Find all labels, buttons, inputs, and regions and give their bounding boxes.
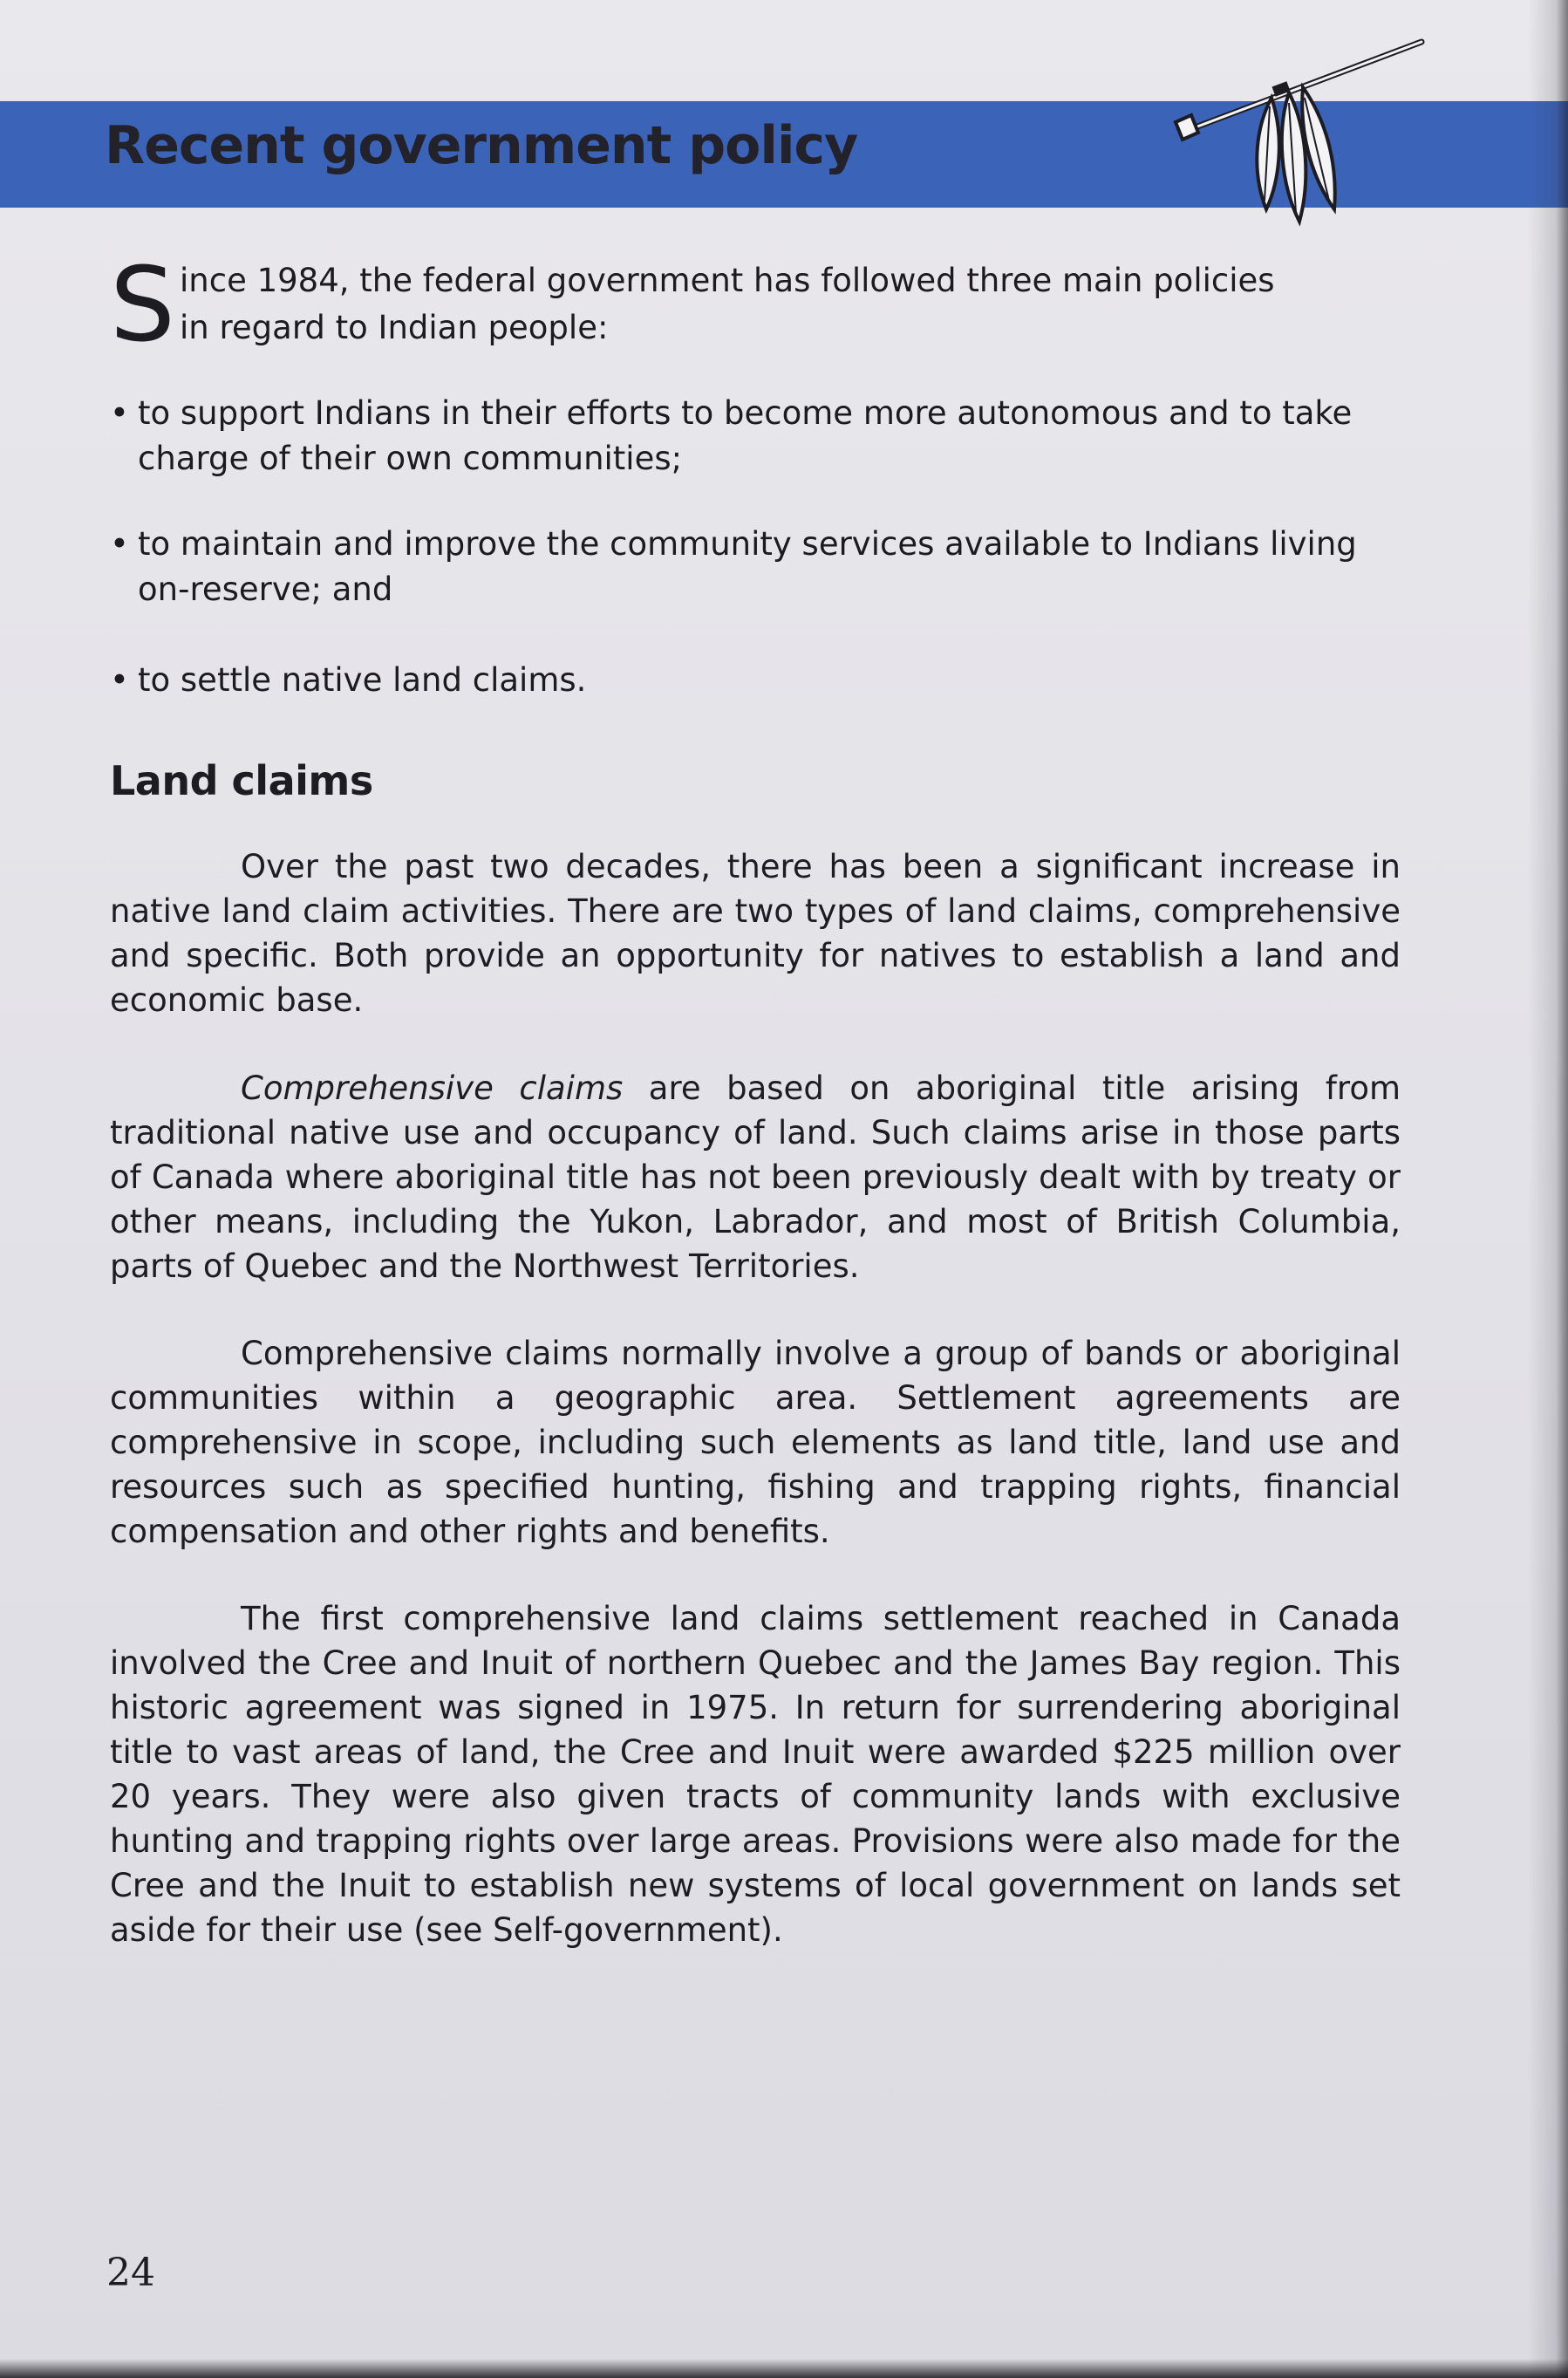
emphasis-term: Comprehensive claims <box>241 1069 624 1107</box>
paragraph: Over the past two decades, there has been a significant increase in native land claim activities. There are two types of land claims, comprehensive and specific. Both provide an opportunity for natives to establish a land and economic base. <box>110 848 1401 1019</box>
bullet-marker: • <box>110 394 129 432</box>
paragraph: Comprehensive claims normally involve a group of bands or aboriginal communities within a geographic area. Settlement agreements are comprehensive in scope, including such elements as land title, land use and resources such as specified hunting, fishing and trapping rights, financial compensation and other rights and benefits. <box>110 1335 1401 1550</box>
bullet-marker: • <box>110 661 129 699</box>
intro-line-2: in regard to Indian people: <box>180 309 609 346</box>
intro-line-1: ince 1984, the federal government has followed three main policies <box>180 262 1275 299</box>
paragraph <box>110 1066 1401 1288</box>
paragraph-text: are based on aboriginal title arising from traditional native use and occupancy of land. Such claims arise in those parts of Canada where aboriginal title has not been previously dealt with by treaty or other means, including the Yukon, Labrador, and most of British Columbia, parts of Quebec and the Northwest Territories. <box>110 1069 1401 1285</box>
list-item-text: to settle native land claims. <box>138 661 587 699</box>
page-number: 24 <box>106 2251 155 2295</box>
page-bottom-edge <box>0 2359 1568 2378</box>
list-item-text: to support Indians in their efforts to become more autonomous and to take charge of their own communities; <box>138 394 1353 477</box>
bullet-marker: • <box>110 525 129 563</box>
pipe-and-feathers-icon <box>1169 35 1430 244</box>
paragraph: The first comprehensive land claims settlement reached in Canada involved the Cree and Inuit of northern Quebec and the James Bay region. This historic agreement was signed in 1975. In return for surrendering aboriginal title to vast areas of land, the Cree and Inuit were awarded $225 million over 20 years. They were also given tracts of community lands with exclusive hunting and trapping rights over large areas. Provisions were also made for the Cree and the Inuit to establish new systems of local government on lands set aside for their use (see Self-government). <box>110 1600 1401 1949</box>
page-edge-shadow <box>1528 0 1568 2378</box>
section-heading: Land claims <box>110 757 373 804</box>
list-item-text: to maintain and improve the community services available to Indians living on-reserve; and <box>138 525 1357 608</box>
page-title: Recent government policy <box>105 115 858 176</box>
drop-cap: S <box>110 244 175 365</box>
